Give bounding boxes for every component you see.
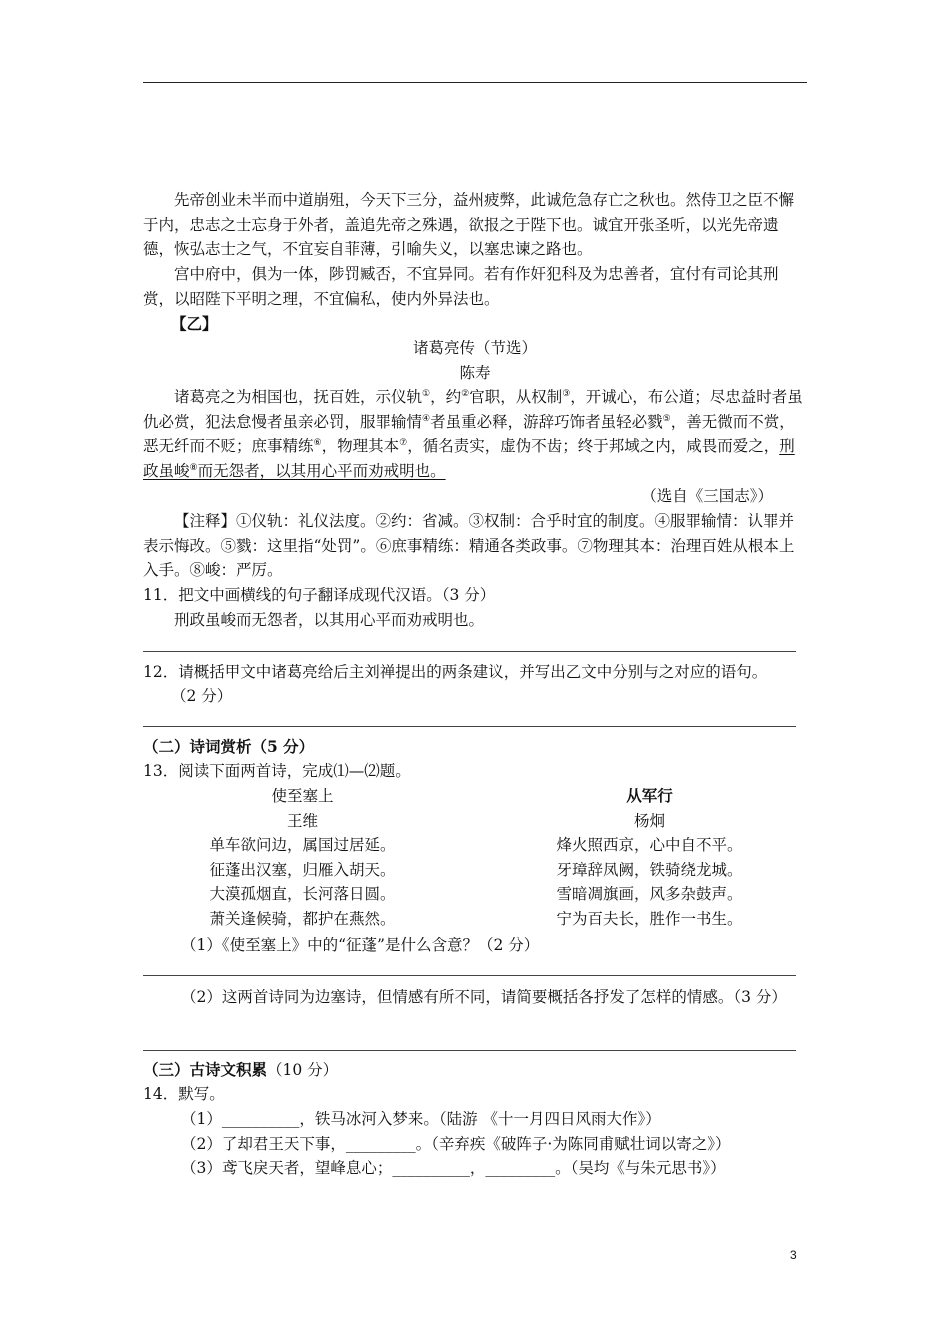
yi-source: （选自《三国志》） [641, 487, 773, 505]
q13-sub2-answer-line[interactable] [143, 1050, 796, 1051]
q11-stem: 11．把文中画横线的句子翻译成现代汉语。（3 分） [143, 586, 496, 604]
q14-item: （1）__________，铁马冰河入梦来。（陆游 《十一月四日风雨大作》） [181, 1110, 661, 1128]
underlined-sentence: 刑政虽峻⑧而无怨者，以其用心平而劝戒明也。 [143, 437, 795, 480]
poem1-line: 萧关逢候骑，都护在燕然。 [209, 909, 396, 928]
page-number: 3 [790, 1248, 797, 1262]
q14-item: （2）了却君王天下事，_________。（辛弃疾《破阵子·为陈同甫赋壮词以寄之》） [181, 1135, 731, 1153]
yi-title: 诸葛亮传（节选） [412, 339, 537, 357]
poem-shizhisaishang [195, 784, 410, 932]
q11-sentence: 刑政虽峻而无怨者，以其用心平而劝戒明也。 [174, 611, 485, 629]
header-rule [143, 82, 807, 83]
q13-stem: 13．阅读下面两首诗，完成⑴—⑵题。 [143, 762, 411, 780]
poem1-line: 大漠孤烟直，长河落日圆。 [209, 885, 396, 904]
q12-stem: 12．请概括甲文中诸葛亮给后主刘禅提出的两条建议，并写出乙文中分别与之对应的语句。 [143, 663, 768, 681]
q14-stem: 14．默写。 [143, 1085, 225, 1103]
q14-item: （3）鸢飞戾天者，望峰息心；__________，_________。（吴均《与朱元思书》） [181, 1159, 726, 1177]
q11-answer-line[interactable] [143, 651, 796, 652]
poem1-title: 使至塞上 [271, 787, 334, 805]
poem2-author: 杨炯 [633, 811, 665, 830]
yi-author: 陈寿 [459, 364, 491, 382]
q13-sub1: （1）《使至塞上》中的“征蓬”是什么含意？（2 分） [181, 936, 540, 954]
yi-notes: 【注释】①仪轨：礼仪法度。②约：省减。③权制：合乎时宜的制度。④服罪输情：认罪并表示悔改。⑤戮：这里指“处罚”。⑥庶事精练：精通各类政事。⑦物理其本：治理百姓从根本上入手。⑧峻：严厉。 [143, 512, 795, 580]
jia-paragraph-1: 先帝创业未半而中道崩殂，今天下三分，益州疲弊，此诚危急存亡之秋也。然侍卫之臣不懈于内，忠志之士忘身于外者，盖追先帝之殊遇，欲报之于陛下也。诚宜开张圣听，以光先帝遗德，恢弘志士之气，不宜妄自菲薄，引喻失义，以塞忠谏之路也。 [143, 191, 795, 259]
poem2-line: 雪暗凋旗画，风多杂鼓声。 [556, 885, 743, 904]
jia-paragraph-2: 宫中府中，俱为一体，陟罚臧否，不宜异同。若有作奸犯科及为忠善者，宜付有司论其刑赏，以昭陛下平明之理，不宜偏私，使内外异法也。 [143, 265, 779, 308]
q12-score: （2 分） [171, 687, 233, 705]
yi-paragraph: 诸葛亮之为相国也，抚百姓，示仪轨①，约②官职，从权制③，开诚心，布公道；尽忠益时者虽仇必赏，犯法怠慢者虽亲必罚，服罪输情④者虽重必释，游辞巧饰者虽轻必戮⑤，善无微而不赏，恶无纤而不贬；庶事精练⑥，物理其本⑦，循名责实，虚伪不齿；终于邦域之内，咸畏而爱之，刑政虽峻⑧而无怨者，以其用心平而劝戒明也。 [143, 388, 803, 480]
poem1-author: 王维 [286, 811, 318, 830]
poem1-line: 单车欲问边，属国过居延。 [209, 836, 396, 855]
poem2-line: 宁为百夫长，胜作一书生。 [556, 909, 743, 928]
q13-sub1-answer-line[interactable] [143, 975, 796, 976]
poem2-line: 牙璋辞凤阙，铁骑绕龙城。 [556, 860, 743, 879]
q12-answer-line[interactable] [143, 726, 796, 727]
yi-label: 【乙】 [171, 314, 218, 333]
q13-sub2: （2）这两首诗同为边塞诗，但情感有所不同，请简要概括各抒发了怎样的情感。（3 分） [181, 988, 787, 1006]
section3-heading: （三）古诗文积累（10 分） [143, 1060, 339, 1079]
poem2-line: 烽火照西京，心中自不平。 [556, 836, 743, 855]
poem-congjunxing [542, 784, 757, 932]
poem1-line: 征蓬出汉塞，归雁入胡天。 [209, 860, 396, 879]
section2-heading: （二）诗词赏析（5 分） [143, 737, 315, 756]
poem2-title: 从军行 [626, 786, 673, 805]
